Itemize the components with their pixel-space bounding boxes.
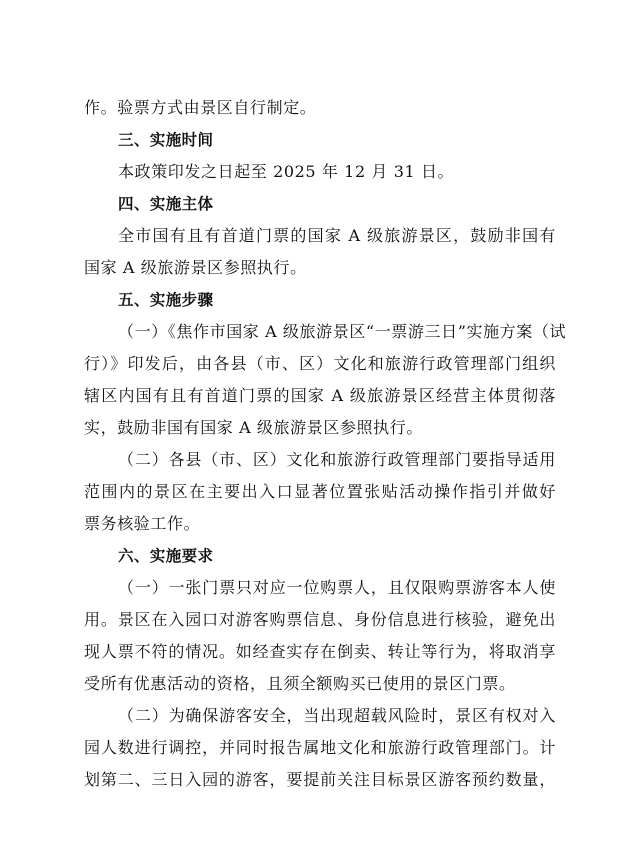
section-heading: 三、实施时间 [118,131,214,149]
text-line: （一）《焦作市国家 A 级旅游景区“一票游三日”实施方案（试 [118,322,567,341]
section-heading: 四、实施主体 [118,195,214,213]
text-line: 园人数进行调控，并同时报告属地文化和旅游行政管理部门。计 [84,738,556,757]
text-line: （二）各县（市、区）文化和旅游行政管理部门要指导适用 [118,450,556,469]
text-line: 本政策印发之日起至 2025 年 12 月 31 日。 [118,162,455,181]
text-line: （一）一张门票只对应一位购票人，且仅限购票游客本人使 [118,578,556,597]
text-line: 现人票不符的情况。如经查实存在倒卖、转让等行为，将取消享 [84,642,556,661]
text-line: 范围内的景区在主要出入口显著位置张贴活动操作指引并做好 [84,482,556,501]
text-line: 划第二、三日入园的游客，要提前关注目标景区游客预约数量， [84,770,556,789]
text-line: （二）为确保游客安全，当出现超载风险时，景区有权对入 [118,706,556,725]
text-line: 作。验票方式由景区自行制定。 [84,98,317,117]
text-line: 实，鼓励非国有国家 A 级旅游景区参照执行。 [84,418,423,437]
text-line: 全市国有且有首道门票的国家 A 级旅游景区，鼓励非国有 [118,226,556,245]
text-line: 国家 A 级旅游景区参照执行。 [84,258,307,277]
text-line: 票务核验工作。 [84,514,201,533]
text-line: 行）》印发后，由各县（市、区）文化和旅游行政管理部门组织 [84,354,556,373]
document-page [84,92,567,796]
text-line: 用。景区在入园口对游客购票信息、身份信息进行核验，避免出 [84,610,556,629]
section-heading: 六、实施要求 [118,547,214,565]
text-line: 受所有优惠活动的资格，且须全额购买已使用的景区门票。 [84,674,516,693]
section-heading: 五、实施步骤 [118,291,214,309]
text-line: 辖区内国有且有首道门票的国家 A 级旅游景区经营主体贯彻落 [84,386,556,405]
